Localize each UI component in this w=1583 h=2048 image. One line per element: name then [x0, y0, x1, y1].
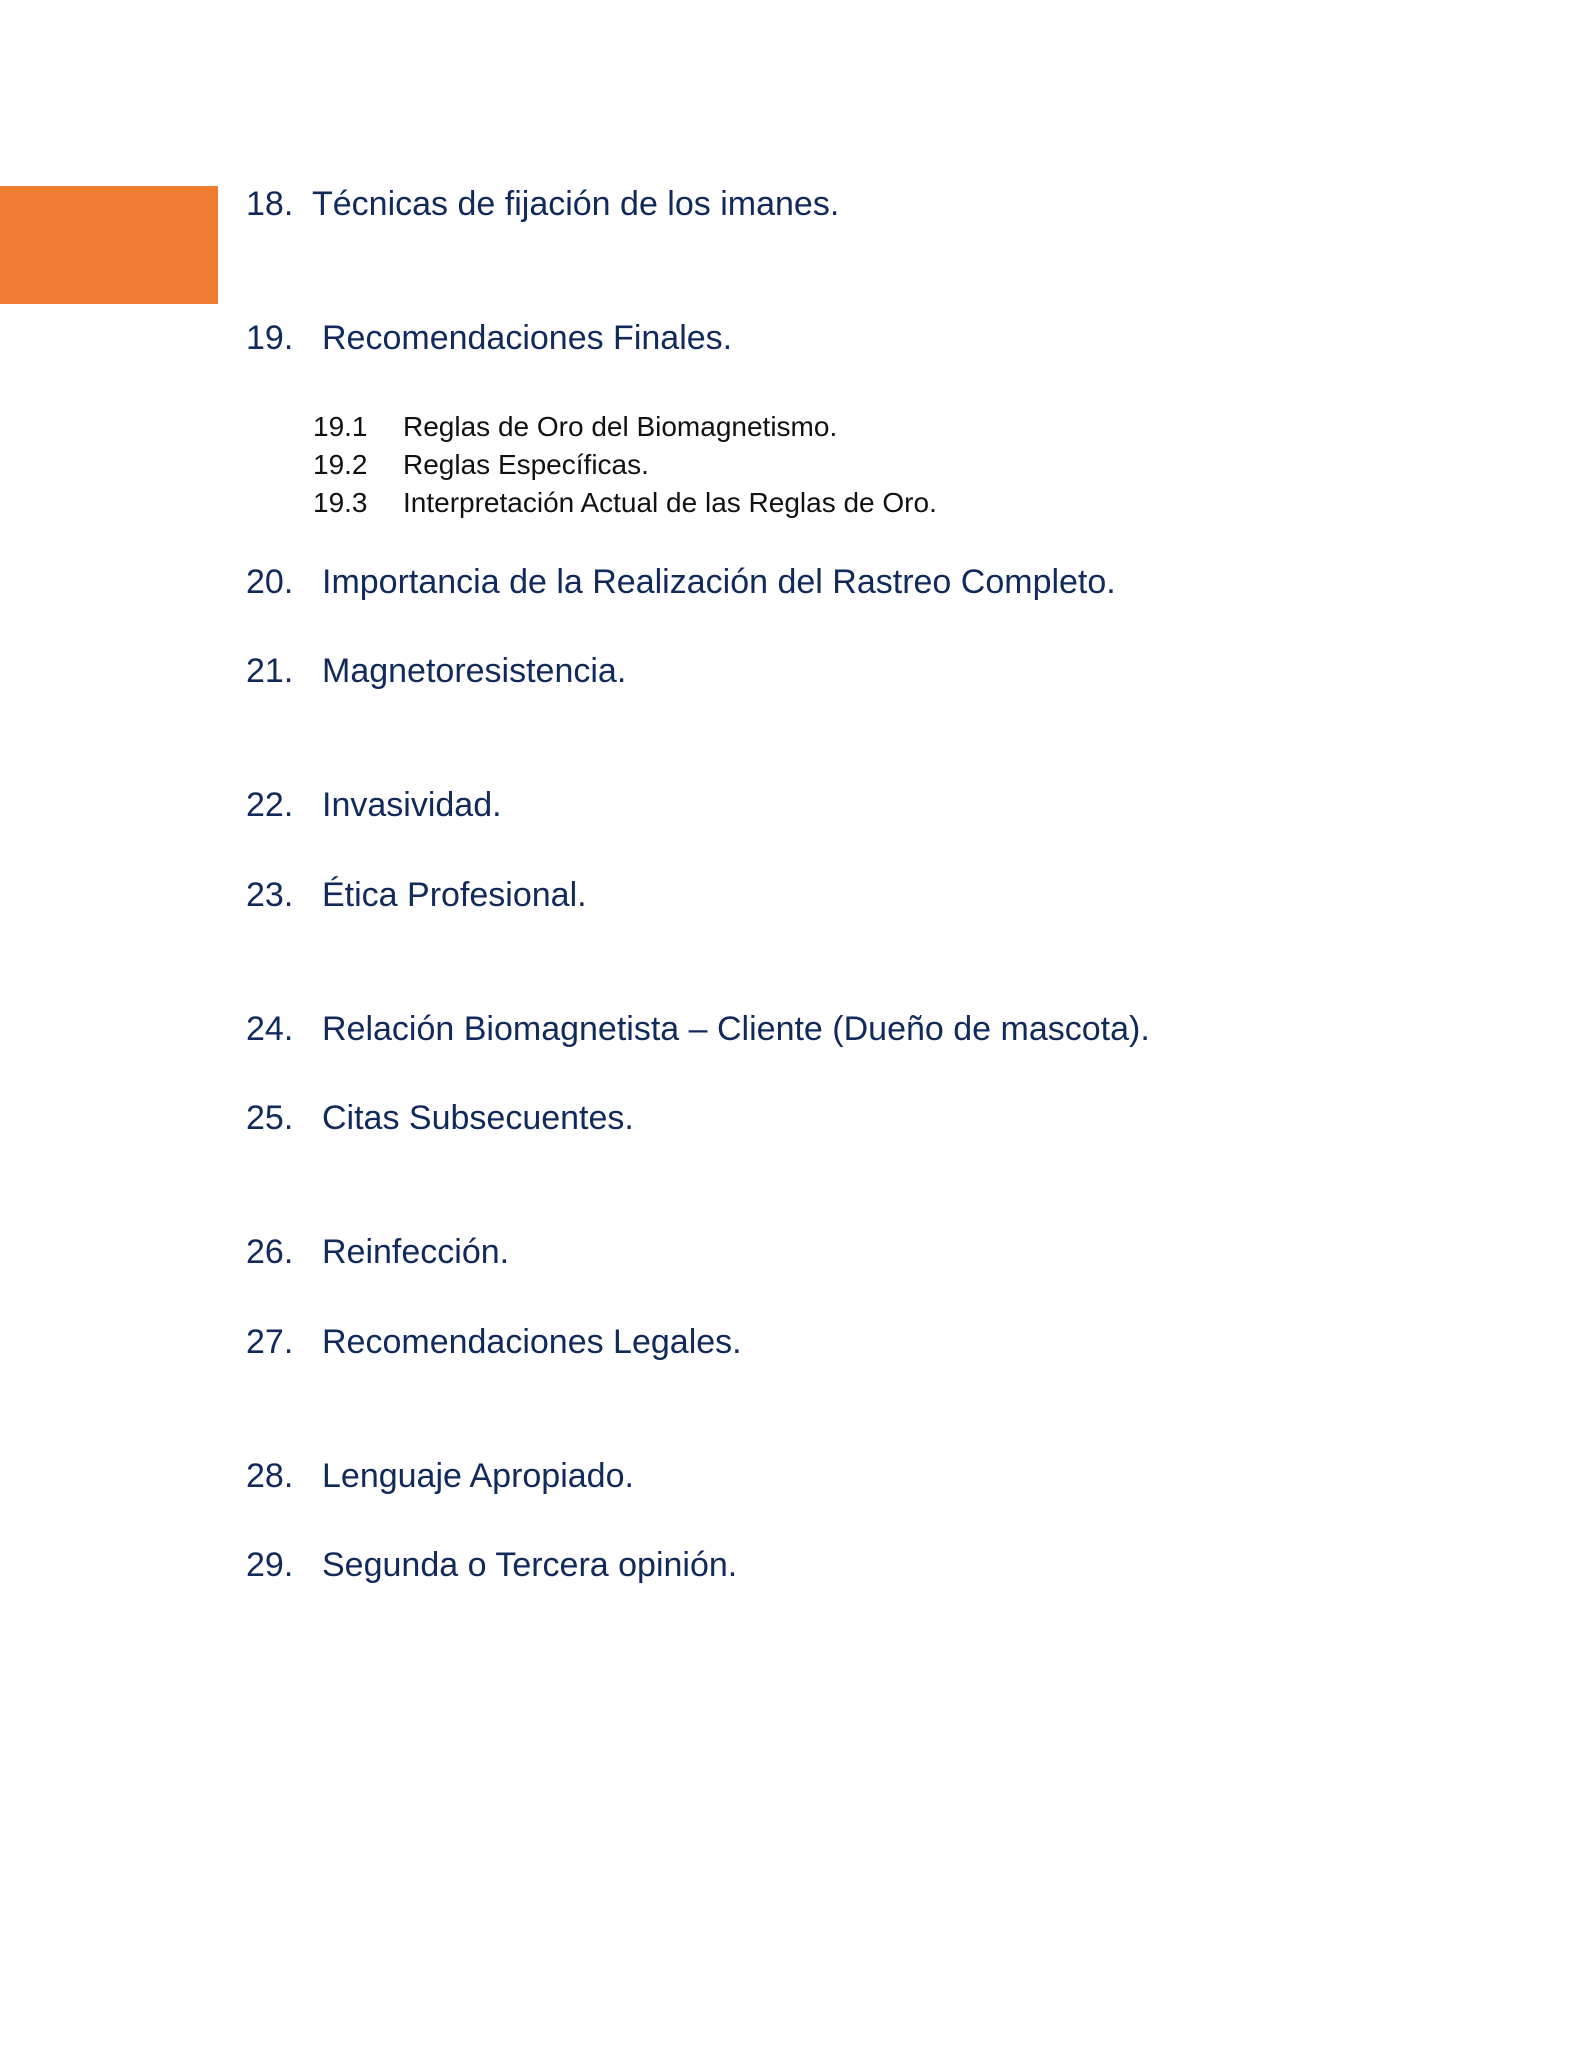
toc-item-number: 22.	[246, 786, 294, 824]
toc-item-title: Importancia de la Realización del Rastreo Completo.	[322, 563, 1116, 601]
toc-item-25	[246, 1098, 634, 1138]
toc-item-title: Ética Profesional.	[322, 876, 587, 914]
toc-subitem-title: Interpretación Actual de las Reglas de Oro.	[403, 487, 937, 518]
toc-subitem-title: Reglas de Oro del Biomagnetismo.	[403, 411, 838, 442]
orange-accent-block	[0, 186, 218, 304]
toc-item-number: 19.	[246, 319, 294, 357]
toc-item-number: 26.	[246, 1233, 294, 1271]
toc-item-26	[246, 1232, 509, 1272]
toc-item-title: Recomendaciones Finales.	[322, 319, 733, 357]
toc-item-number: 29.	[246, 1546, 294, 1584]
toc-item-27	[246, 1322, 742, 1362]
toc-subitem-19-3	[313, 486, 937, 520]
toc-item-19	[246, 318, 732, 358]
toc-item-title: Citas Subsecuentes.	[322, 1099, 634, 1137]
toc-subitem-number: 19.3	[313, 487, 368, 518]
toc-item-title: Reinfección.	[322, 1233, 510, 1271]
toc-item-23	[246, 875, 587, 915]
toc-item-title: Técnicas de fijación de los imanes.	[312, 185, 840, 223]
toc-item-21	[246, 651, 626, 691]
toc-item-number: 20.	[246, 563, 294, 601]
toc-item-number: 27.	[246, 1323, 294, 1361]
toc-subitem-number: 19.2	[313, 449, 368, 480]
toc-item-number: 28.	[246, 1457, 294, 1495]
toc-item-title: Segunda o Tercera opinión.	[322, 1546, 738, 1584]
toc-item-number: 18.	[246, 185, 294, 223]
toc-item-20	[246, 562, 1116, 602]
toc-item-29	[246, 1545, 737, 1585]
toc-item-22	[246, 785, 502, 825]
toc-item-title: Invasividad.	[322, 786, 502, 824]
toc-subitem-19-2	[313, 448, 649, 482]
toc-item-number: 25.	[246, 1099, 294, 1137]
toc-item-title: Lenguaje Apropiado.	[322, 1457, 634, 1495]
toc-item-number: 21.	[246, 652, 294, 690]
toc-subitem-19-1	[313, 410, 837, 444]
toc-item-title: Relación Biomagnetista – Cliente (Dueño de mascota).	[322, 1010, 1150, 1048]
toc-subitem-number: 19.1	[313, 411, 368, 442]
toc-item-number: 23.	[246, 876, 294, 914]
toc-item-28	[246, 1456, 634, 1496]
toc-item-18	[246, 184, 839, 224]
toc-item-24	[246, 1009, 1150, 1049]
toc-item-title: Recomendaciones Legales.	[322, 1323, 742, 1361]
toc-subitem-title: Reglas Específicas.	[403, 449, 649, 480]
toc-item-title: Magnetoresistencia.	[322, 652, 627, 690]
toc-item-number: 24.	[246, 1010, 294, 1048]
